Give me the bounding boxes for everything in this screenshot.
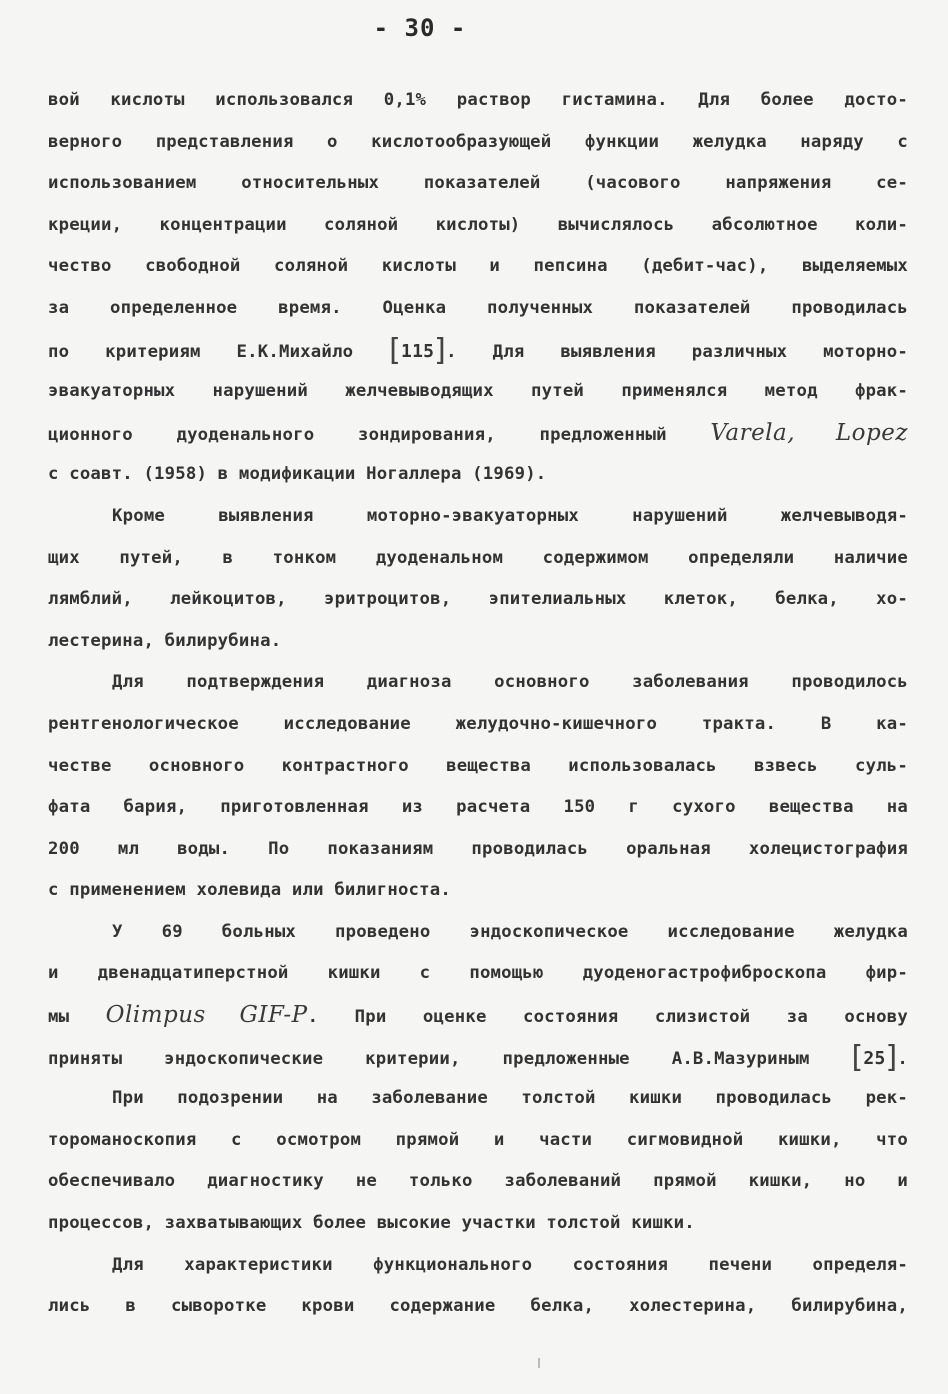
line-text: Для характеристики функционального состояния печени определя-	[112, 1254, 908, 1275]
line-text: за определенное время. Оценка полученных показателей проводилась	[48, 297, 908, 318]
text-line	[48, 205, 908, 247]
line-text: фата бария, приготовленная из расчета 150 г сухого вещества на	[48, 797, 908, 818]
scan-mark	[538, 1358, 540, 1368]
line-text: ционного дуоденального зондирования, предложенный	[48, 424, 711, 445]
reference-number: 25	[863, 1047, 886, 1069]
text-line	[48, 995, 908, 1037]
line-text: с применением холевида или билигноста.	[48, 880, 451, 901]
text-line	[48, 122, 908, 164]
line-text: лись в сыворотке крови содержание белка, холестерина, билирубина,	[48, 1296, 908, 1317]
text-line	[48, 1245, 908, 1287]
text-line	[48, 662, 908, 704]
line-text: лямблий, лейкоцитов, эритроцитов, эпителиальных клеток, белка, хо-	[48, 589, 908, 610]
line-text: верного представления о кислотообразующей функции желудка наряду с	[48, 131, 908, 152]
text-line	[48, 538, 908, 580]
text-line	[48, 1120, 908, 1162]
line-text: приняты эндоскопические критерии, предложенные А.В.Мазуриным	[48, 1048, 852, 1069]
reference-open-bracket: [	[389, 332, 402, 368]
line-text: процессов, захватывающих более высокие участки толстой кишки.	[48, 1213, 695, 1234]
text-line	[48, 579, 908, 621]
line-text: 200 мл воды. По показаниям проводилась оральная холецистография	[48, 838, 908, 859]
reference-open-bracket: [	[851, 1039, 864, 1075]
line-text: У 69 больных проведено эндоскопическое исследование желудка	[112, 921, 908, 942]
text-line	[48, 1286, 908, 1328]
text-line	[48, 496, 908, 538]
line-text: креции, концентрации соляной кислоты) вычислялось абсолютное коли-	[48, 214, 908, 235]
text-line	[48, 787, 908, 829]
text-line	[48, 288, 908, 330]
line-text: Кроме выявления моторно-эвакуаторных нарушений желчевыводя-	[112, 505, 908, 526]
line-text: . Для выявления различных моторно-	[446, 341, 908, 362]
line-text: рентгенологическое исследование желудочно-кишечного тракта. В ка-	[48, 713, 908, 734]
text-line	[48, 163, 908, 205]
line-text: При подозрении на заболевание толстой кишки проводилась рек-	[112, 1088, 908, 1109]
text-line	[48, 870, 908, 912]
line-text: тороманоскопия с осмотром прямой и части сигмовидной кишки, что	[48, 1129, 908, 1150]
line-text: по критериям Е.К.Михайло	[48, 341, 390, 362]
text-line	[48, 1037, 908, 1079]
line-text: использованием относительных показателей (часового напряжения се-	[48, 173, 908, 194]
text-line	[48, 1161, 908, 1203]
text-line	[48, 912, 908, 954]
text-line	[48, 746, 908, 788]
line-text: мы	[48, 1007, 106, 1028]
line-text: . При оценке состояния слизистой за основу	[307, 1007, 908, 1028]
line-text: вой кислоты использовался 0,1% раствор гистамина. Для более досто-	[48, 90, 908, 110]
line-text: с соавт. (1958) в модификации Ногаллера (1969).	[48, 464, 547, 485]
page-number: - 30 -	[373, 14, 467, 42]
line-text: Для подтверждения диагноза основного заболевания проводилось	[112, 672, 908, 693]
line-text: .	[897, 1048, 908, 1069]
handwritten-text: Olimpus GIF-P	[105, 1002, 308, 1029]
text-line	[48, 454, 908, 496]
text-line	[48, 1078, 908, 1120]
line-text: обеспечивало диагностику не только заболеваний прямой кишки, но и	[48, 1171, 908, 1192]
text-line	[48, 621, 908, 663]
line-text: эвакуаторных нарушений желчевыводящих путей применялся метод фрак-	[48, 381, 908, 402]
text-line	[48, 371, 908, 413]
text-line	[48, 80, 908, 122]
text-line	[48, 829, 908, 871]
handwritten-text: Varela, Lopez	[710, 419, 908, 446]
line-text: и двенадцатиперстной кишки с помощью дуоденогастрофиброскопа фир-	[48, 963, 908, 984]
text-line	[48, 413, 908, 455]
text-line	[48, 330, 908, 372]
reference-close-bracket: ]	[885, 1039, 898, 1075]
text-line	[48, 1203, 908, 1245]
body-text	[48, 80, 908, 1328]
line-text: честве основного контрастного вещества использовалась взвесь суль-	[48, 755, 908, 776]
line-text: чество свободной соляной кислоты и пепсина (дебит-час), выделяемых	[48, 256, 908, 277]
text-line	[48, 953, 908, 995]
line-text: щих путей, в тонком дуоденальном содержимом определяли наличие	[48, 547, 908, 568]
line-text: лестерина, билирубина.	[48, 630, 282, 651]
text-line	[48, 246, 908, 288]
reference-close-bracket: ]	[434, 332, 447, 368]
text-line	[48, 704, 908, 746]
reference-number: 115	[401, 340, 435, 362]
